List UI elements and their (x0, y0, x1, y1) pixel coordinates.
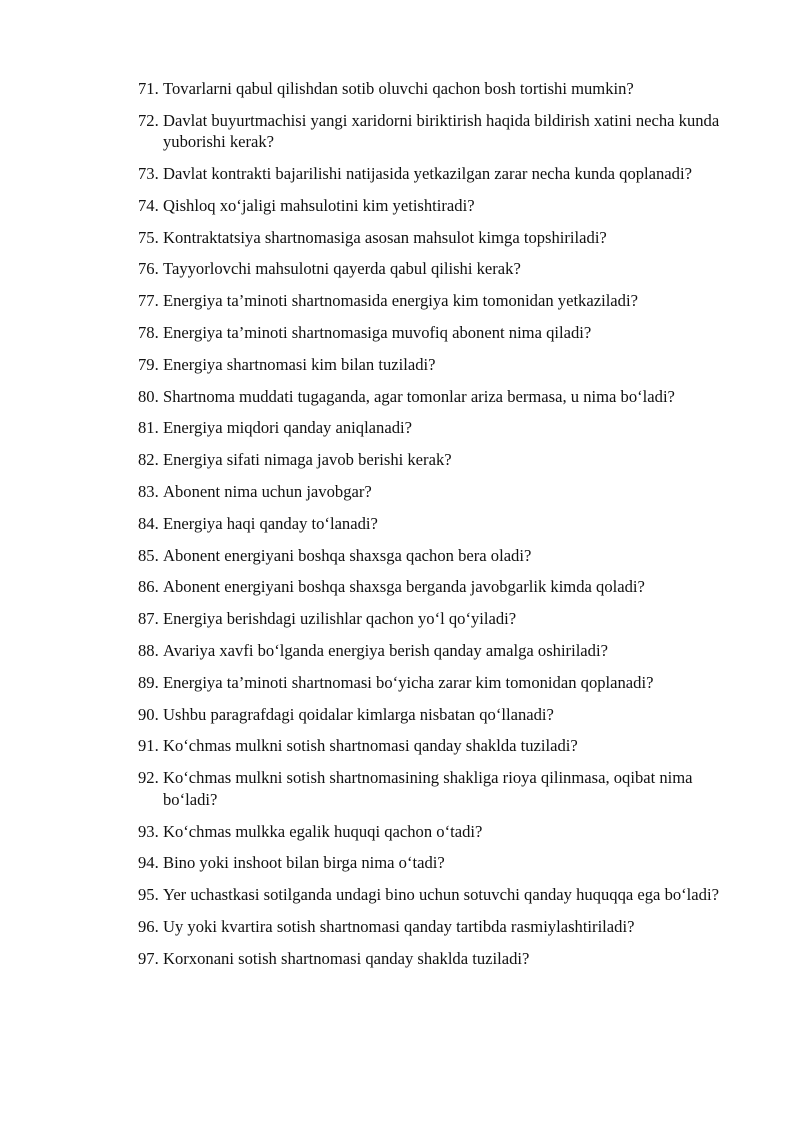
question-number: 89. (138, 672, 159, 692)
list-item (138, 884, 748, 906)
question-number: 81. (138, 418, 159, 438)
question-number: 96. (138, 916, 159, 936)
question-number: 85. (138, 545, 159, 565)
list-item (138, 195, 748, 217)
question-number: 92. (138, 768, 159, 788)
question-number: 94. (138, 853, 159, 873)
question-number: 75. (138, 227, 159, 247)
question-text: Ushbu paragrafdagi qoidalar kimlarga nisbatan qo‘llanadi? (163, 704, 554, 724)
question-text: Davlat buyurtmachisi yangi xaridorni biriktirish haqida bildirish xatini necha kunda yuborishi kerak? (163, 110, 720, 152)
question-text: Ko‘chmas mulkni sotish shartnomasi qanday shaklda tuziladi? (163, 736, 578, 756)
question-number: 88. (138, 641, 159, 661)
question-number: 86. (138, 577, 159, 597)
question-number: 87. (138, 609, 159, 629)
question-text: Ko‘chmas mulkka egalik huquqi qachon o‘tadi? (163, 821, 483, 841)
list-item (138, 110, 748, 153)
list-item (138, 640, 748, 662)
question-text: Qishloq xo‘jaligi mahsulotini kim yetishtiradi? (163, 195, 475, 215)
list-item (138, 386, 748, 408)
question-text: Tovarlarni qabul qilishdan sotib oluvchi qachon bosh tortishi mumkin? (163, 79, 634, 98)
question-text: Energiya ta’minoti shartnomasida energiya kim tomonidan yetkaziladi? (163, 291, 638, 311)
list-item (138, 258, 748, 280)
list-item (138, 852, 748, 874)
list-item (138, 704, 748, 726)
question-text: Energiya berishdagi uzilishlar qachon yo‘l qo‘yiladi? (163, 609, 517, 629)
question-text: Davlat kontrakti bajarilishi natijasida yetkazilgan zarar necha kunda qoplanadi? (163, 164, 692, 184)
question-number: 90. (138, 704, 159, 724)
question-text: Kontraktatsiya shartnomasiga asosan mahsulot kimga topshiriladi? (163, 227, 607, 247)
question-number: 78. (138, 323, 159, 343)
question-text: Energiya ta’minoti shartnomasiga muvofiq abonent nima qiladi? (163, 323, 592, 343)
question-number: 72. (138, 110, 159, 130)
question-text: Abonent energiyani boshqa shaxsga qachon bera oladi? (163, 545, 532, 565)
question-number: 77. (138, 291, 159, 311)
list-item (138, 481, 748, 503)
question-number: 84. (138, 513, 159, 533)
question-number: 74. (138, 195, 159, 215)
question-number: 80. (138, 386, 159, 406)
question-text: Energiya shartnomasi kim bilan tuziladi? (163, 354, 436, 374)
list-item (138, 322, 748, 344)
question-text: Tayyorlovchi mahsulotni qayerda qabul qilishi kerak? (163, 259, 521, 279)
question-number: 73. (138, 164, 159, 184)
list-item (138, 608, 748, 630)
question-text: Yer uchastkasi sotilganda undagi bino uchun sotuvchi qanday huquqqa ega bo‘ladi? (163, 885, 719, 905)
question-text: Ko‘chmas mulkni sotish shartnomasining shakliga rioya qilinmasa, oqibat nima bo‘ladi? (163, 768, 693, 809)
list-item (138, 163, 748, 185)
question-text: Energiya miqdori qanday aniqlanadi? (163, 418, 412, 438)
list-item (138, 78, 748, 100)
question-text: Abonent energiyani boshqa shaxsga berganda javobgarlik kimda qoladi? (163, 577, 645, 597)
question-number: 95. (138, 885, 159, 905)
list-item (138, 227, 748, 249)
question-number: 83. (138, 482, 159, 502)
list-item (138, 354, 748, 376)
list-item (138, 576, 748, 598)
question-number: 97. (138, 948, 159, 968)
list-item (138, 417, 748, 439)
question-number: 93. (138, 821, 159, 841)
question-list (138, 78, 748, 980)
question-text: Energiya sifati nimaga javob berishi kerak? (163, 450, 452, 470)
question-number: 76. (138, 259, 159, 279)
list-item (138, 290, 748, 312)
question-text: Avariya xavfi bo‘lganda energiya berish qanday amalga oshiriladi? (163, 641, 608, 661)
question-text: Energiya ta’minoti shartnomasi bo‘yicha zarar kim tomonidan qoplanadi? (163, 672, 654, 692)
question-text: Uy yoki kvartira sotish shartnomasi qanday tartibda rasmiylashtiriladi? (163, 916, 635, 936)
question-text: Bino yoki inshoot bilan birga nima o‘tadi? (163, 853, 445, 873)
question-number: 79. (138, 354, 159, 374)
question-number: 91. (138, 736, 159, 756)
list-item (138, 545, 748, 567)
question-text: Shartnoma muddati tugaganda, agar tomonlar ariza bermasa, u nima bo‘ladi? (163, 386, 675, 406)
question-text: Abonent nima uchun javobgar? (163, 482, 372, 502)
question-text: Energiya haqi qanday to‘lanadi? (163, 513, 378, 533)
question-text: Korxonani sotish shartnomasi qanday shaklda tuziladi? (163, 948, 530, 968)
list-item (138, 672, 748, 694)
list-item (138, 449, 748, 471)
list-item (138, 767, 748, 810)
question-number: 82. (138, 450, 159, 470)
list-item (138, 821, 748, 843)
list-item (138, 735, 748, 757)
list-item (138, 948, 748, 970)
question-number: 71. (138, 79, 159, 98)
list-item (138, 916, 748, 938)
list-item (138, 513, 748, 535)
